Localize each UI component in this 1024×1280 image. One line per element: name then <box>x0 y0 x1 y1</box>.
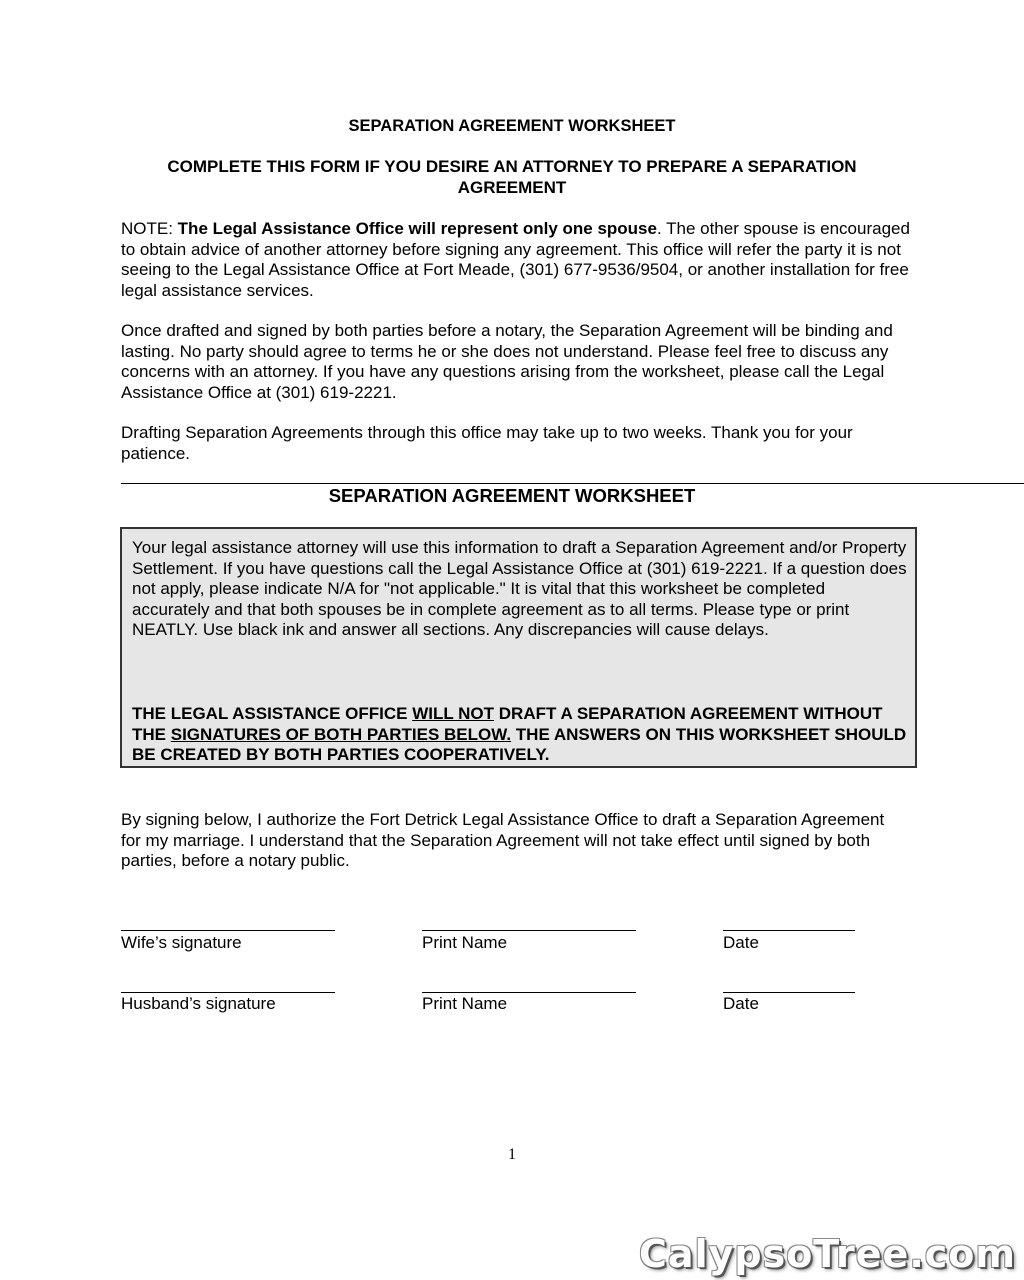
husband-date-label: Date <box>723 994 759 1013</box>
authorization-paragraph: By signing below, I authorize the Fort Detrick Legal Assistance Office to draft a Separation Agreement for my marriage. I understand that the Separation Agreement will not take effect until signed by both parties, before a notary public. <box>121 810 885 870</box>
wife-signature-label: Wife’s signature <box>121 933 242 952</box>
wife-print-name-line[interactable] <box>422 930 636 931</box>
note-paragraph <box>121 219 911 301</box>
warning-part-1: THE LEGAL ASSISTANCE OFFICE <box>132 704 413 723</box>
wife-date-line[interactable] <box>723 930 855 931</box>
warning-signatures: SIGNATURES OF BOTH PARTIES BELOW. <box>170 724 512 744</box>
note-prefix: NOTE: <box>121 219 178 238</box>
wife-print-name-label: Print Name <box>422 933 508 952</box>
note-rest-text: . The other spouse is encouraged to obtain advice of another attorney before signing any agreement. This office will refer the party it is not seeing to the Legal Assistance Office at Fort Meade, (301) 677-9536/9504, or another installation for free legal assistance services. <box>121 219 910 300</box>
warning-text <box>132 704 912 766</box>
warning-will-not: WILL NOT <box>412 704 495 723</box>
instructions-text: Your legal assistance attorney will use this information to draft a Separation Agreement and/or Property Settlement. If you have questions call the Legal Assistance Office at (301) 619-2221. If a question does not apply, please indicate N/A for "not applicable." It is vital that this worksheet be completed accurately and that both spouses be in complete agreement as to all terms. Please type or print NEATLY. Use black ink and answer all sections. Any discrepancies will cause delays. <box>132 538 907 639</box>
husband-signature-line[interactable] <box>121 992 335 993</box>
wife-signature-line[interactable] <box>121 930 335 931</box>
page-subtitle: COMPLETE THIS FORM IF YOU DESIRE AN ATTORNEY TO PREPARE A SEPARATION AGREEMENT <box>167 157 857 197</box>
warning-part-2: DRAFT A SEPARATION AGREEMENT WITHOUT THE <box>132 704 883 744</box>
husband-signature-label: Husband’s signature <box>121 994 276 1013</box>
note-bold-text: The Legal Assistance Office will represent only one spouse <box>177 219 657 238</box>
husband-date-line[interactable] <box>723 992 855 993</box>
warning-part-3: THE ANSWERS ON THIS WORKSHEET SHOULD BE CREATED BY BOTH PARTIES COOPERATIVELY. <box>132 724 907 764</box>
instructions-box <box>120 527 917 768</box>
page-title: SEPARATION AGREEMENT WORKSHEET <box>348 117 676 135</box>
page-number: 1 <box>508 1146 516 1163</box>
horizontal-divider <box>121 483 1024 484</box>
husband-print-name-label: Print Name <box>422 994 508 1013</box>
watermark-logo: CalypsoTree.com <box>639 1232 1016 1276</box>
timing-paragraph: Drafting Separation Agreements through this office may take up to two weeks. Thank you for your patience. <box>121 423 853 463</box>
section-title: SEPARATION AGREEMENT WORKSHEET <box>328 485 696 506</box>
wife-date-label: Date <box>723 933 759 952</box>
binding-paragraph: Once drafted and signed by both parties before a notary, the Separation Agreement will be binding and lasting. No party should agree to terms he or she does not understand. Please feel free to discuss any concerns with an attorney. If you have any questions arising from the worksheet, please call the Legal Assistance Office at (301) 619-2221. <box>121 321 893 402</box>
husband-print-name-line[interactable] <box>422 992 636 993</box>
